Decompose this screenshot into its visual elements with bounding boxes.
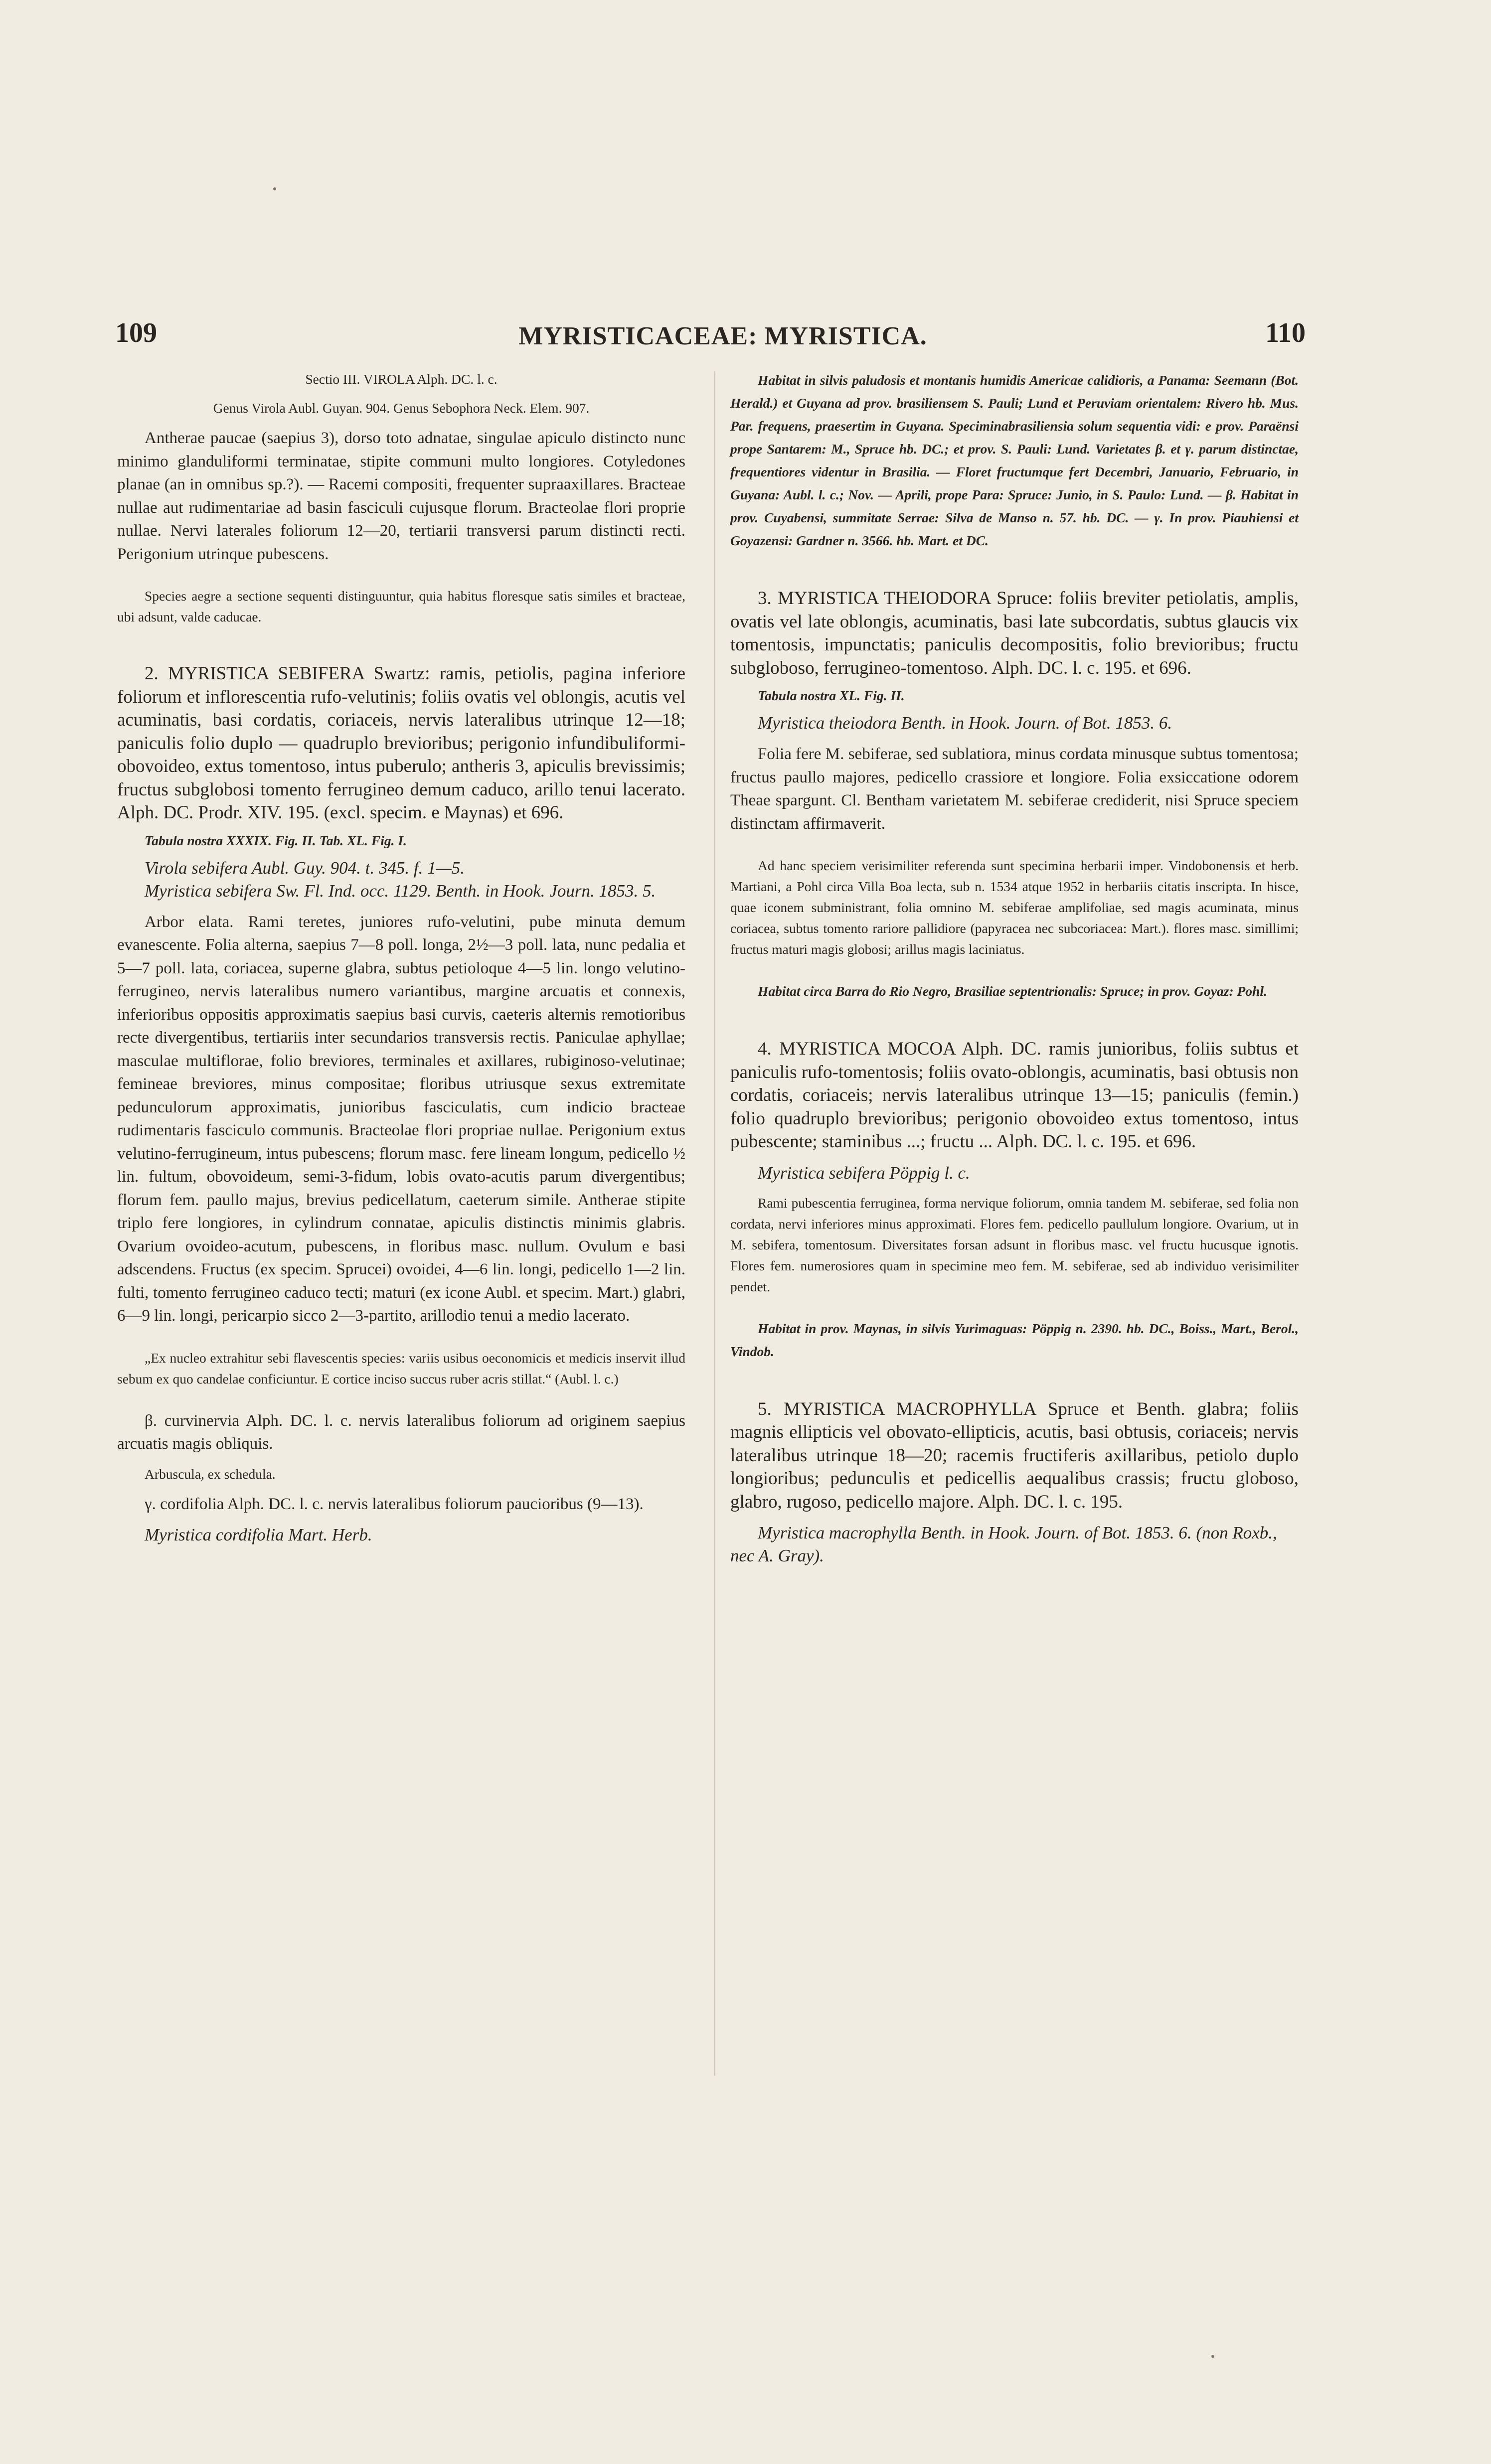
species-note: Species aegre a sectione sequenti distinguuntur, quia habitus floresque satis similes et bracteae, ubi adsunt, valde caducae. — [117, 588, 685, 624]
left-column — [117, 369, 685, 1546]
genus-line: Genus Virola Aubl. Guyan. 904. Genus Sebophora Neck. Elem. 907. — [213, 400, 590, 416]
species-5-heading: 5. MYRISTICA MACROPHYLLA Spruce et Benth. glabra; foliis magnis ellipticis vel obovato-ellipticis, acutis, basi obtusis, coriaceis; nervis lateralibus utrinque 18—20; racemis fructiferis axillaribus, petiolo duplo longioribus; pedunculis et pedicellis aequalibus crassis; fructu globoso, glabro, rugoso, pedicello majore. Alph. DC. l. c. 195. — [730, 1398, 1299, 1512]
species-3-note: Ad hanc speciem verisimiliter referenda sunt specimina herbarii imper. Vindobonensis et herb. Martiani, a Pohl circa Villa Boa lecta, sub n. 1534 atque 1952 in herbariis citatis inscripta. In hisce, quae iconem subministrant, folia omnino M. sebiferae amplifoliae, sed magis acuminata, minus coriacea, subtus tomento rariore pallidiore (papyracea nec subcoriacea: Mart.). flores masc. simillimi; fructus maturi magis globosi; arillus magis laciniatus. — [730, 858, 1299, 957]
species-4-note: Rami pubescentia ferruginea, forma nervique foliorum, omnia tandem M. sebiferae, sed folia non cordata, nervi inferiores minus approximati. Flores fem. pedicello paullulum longiore. Ovarium, ut in M. sebifera, tomentosum. Diversitates forsan adsunt in floribus masc. vel fructu hucusque ignotis. Flores fem. numerosiores quam in specimine meo fem. M. sebiferae, sed ab individuo verisimiliter pendet. — [730, 1195, 1299, 1294]
species-2-heading: 2. MYRISTICA SEBIFERA Swartz: ramis, petiolis, pagina inferiore foliorum et inflorescentia rufo-velutinis; foliis ovatis vel oblongis, acutis vel acuminatis, basi cordatis, coriaceis, nervis lateralibus utrinque 12—18; paniculis folio duplo — quadruplo brevioribus; perigonio infundibuliformi-obovoideo, extus tomentoso, intus puberulo; antheris 3, apiculis brevissimis; fructus subglobosi tomento ferrugineo demum caduco, arillo tenui lacerato. Alph. DC. Prodr. XIV. 195. (excl. specim. e Maynas) et 696. — [117, 663, 685, 823]
species-3-habitat: Habitat circa Barra do Rio Negro, Brasiliae septentrionalis: Spruce; in prov. Goyaz: Pohl. — [758, 983, 1267, 999]
species-2-synonym-myristica: Myristica sebifera Sw. Fl. Ind. occ. 1129. Benth. in Hook. Journ. 1853. 5. — [145, 881, 656, 901]
species-5-synonym: Myristica macrophylla Benth. in Hook. Journ. of Bot. 1853. 6. (non Roxb., nec A. Gray). — [730, 1523, 1277, 1565]
variety-beta-note: Arbuscula, ex schedula. — [145, 1466, 276, 1482]
species-2-tabula: Tabula nostra XXXIX. Fig. II. Tab. XL. Fig. I. — [145, 832, 407, 848]
speck-top — [273, 187, 276, 190]
right-column — [730, 369, 1299, 1567]
species-4-habitat: Habitat in prov. Maynas, in silvis Yurimaguas: Pöppig n. 2390. hb. DC., Boiss., Mart., Berol., Vindob. — [730, 1320, 1299, 1359]
speck-bottom — [1211, 2355, 1214, 2358]
variety-beta: β. curvinervia Alph. DC. l. c. nervis lateralibus foliorum ad originem saepius arcuatis magis obliquis. — [117, 1411, 685, 1453]
variety-gamma-synonym: Myristica cordifolia Mart. Herb. — [145, 1525, 372, 1544]
species-2-habitat: Habitat in silvis paludosis et montanis humidis Americae calidioris, a Panama: Seemann (Bot. Herald.) et Guyana ad prov. brasiliensem S. Pauli; Lund et Peruviam orientalem: Rivero hb. Mus. Par. frequens, praesertim in Guyana. Speciminabrasiliensia solum sequentia vidi: e prov. Paraënsi prope Santarem: M., Spruce hb. DC.; et prov. S. Pauli: Lund. Varietates β. et γ. parum distinctae, frequentiores videntur in Brasilia. — Floret fructumque fert Decembri, Januario, Februario, in Guyana: Aubl. l. c.; Nov. — Aprili, prope Para: Spruce: Junio, in S. Paulo: Lund. — β. Habitat in prov. Cuyabensi, summitate Serrae: Silva de Manso n. 57. hb. DC. — γ. In prov. Piauhiensi et Goyazensi: Gardner n. 3566. hb. Mart. et DC. — [730, 372, 1299, 548]
species-4-heading: 4. MYRISTICA MOCOA Alph. DC. ramis junioribus, foliis subtus et paniculis rufo-tomentosis; foliis ovato-oblongis, acuminatis, basi obtusis non cordatis, coriaceis; nervis lateralibus utrinque 13—15; paniculis (femin.) folio quadruplo brevioribus; perigonio obovoideo extus tomentoso, intus pubescente; staminibus ...; fructu ... Alph. DC. l. c. 195. et 696. — [730, 1039, 1299, 1152]
species-3-description: Folia fere M. sebiferae, sed sublatiora, minus cordata minusque subtus tomentosa; fructus paullo majores, pedicello crassiore et longiore. Folia exsiccatione odorem Theae spargunt. Cl. Bentham varietatem M. sebiferae crediderit, nisi Spruce speciem distinctam affirmaverit. — [730, 745, 1299, 833]
species-3-tabula: Tabula nostra XL. Fig. II. — [758, 688, 905, 703]
running-title: MYRISTICACEAE: MYRISTICA. — [518, 322, 927, 350]
page-number-right: 110 — [1265, 317, 1306, 348]
species-3-heading: 3. MYRISTICA THEIODORA Spruce: foliis breviter petiolatis, amplis, ovatis vel late oblongis, acuminatis, basi late subcordatis, subtus glaucis vix tomentosis, impunctatis; paniculis decompositis, folio brevioribus; fructu subgloboso, ferrugineo-tomentoso. Alph. DC. l. c. 195. et 696. — [730, 588, 1299, 678]
variety-gamma: γ. cordifolia Alph. DC. l. c. nervis lateralibus foliorum paucioribus (9—13). — [145, 1495, 644, 1513]
species-2-synonym-virola: Virola sebifera Aubl. Guy. 904. t. 345. f. 1—5. — [145, 858, 465, 878]
species-4-synonym: Myristica sebifera Pöppig l. c. — [758, 1163, 970, 1183]
column-divider — [714, 371, 715, 2076]
species-2-quote: „Ex nucleo extrahitur sebi flavescentis species: variis usibus oeconomicis et medicis inservit illud sebum ex quo candelae conficiuntur. E cortice inciso succus ruber acris stillat.“ (Aubl. l. c.) — [117, 1350, 685, 1386]
page-number-left: 109 — [115, 317, 157, 348]
sectio-heading: Sectio III. VIROLA Alph. DC. l. c. — [305, 371, 497, 387]
species-3-synonym: Myristica theiodora Benth. in Hook. Journ. of Bot. 1853. 6. — [758, 713, 1172, 733]
section-diagnosis: Antherae paucae (saepius 3), dorso toto adnatae, singulae apiculo distincto nunc minimo glanduliformi terminatae, stipite communi multo longiores. Cotyledones planae (an in omnibus sp.?). — Racemi compositi, frequenter supraaxillares. Bracteae nullae aut rudimentariae ad basin fasciculi cujusque florum. Bracteolae flori proprie nullae. Nervi laterales foliorum 12—20, tertiarii transversi parum distincti recti. Perigonium utrinque pubescens. — [117, 429, 685, 563]
species-2-description: Arbor elata. Rami teretes, juniores rufo-velutini, pube minuta demum evanescente. Folia alterna, saepius 7—8 poll. longa, 2½—3 poll. lata, nunc pedalia et 5—7 poll. lata, coriacea, superne glabra, subtus petioloque 4—5 lin. longo velutino-ferrugineo, nervis lateralibus numero variantibus, margine arcuatis et connexis, inferioribus oppositis approximatis saepius basi curvis, caeteris alternis remotioribus recte divergentibus, tertiariis inter secundarios transversis rectis. Paniculae aphyllae; masculae multiflorae, folio breviores, terminales et axillares, rubiginoso-velutinae; femineae breviores, minus compositae; floribus utriusque sexus extremitate pedunculorum approximatis, junioribus fasciculatis, cum indicio bracteae rudimentaris fasciculo communis. Bracteolae flori propriae nullae. Perigonium extus velutino-ferrugineum, intus pubescens; florum masc. fere lineam longum, pedicello ½ lin. fultum, obovoideum, semi-3-fidum, lobis ovato-acutis parum divergentibus; florum fem. paullo majus, brevius pedicellatum, caeterum simile. Antherae stipite triplo fere longiores, in cylindrum connatae, apiculis distinctis minimis glabris. Ovarium ovoideo-acutum, pubescens, in floribus masc. nullum. Ovulum e basi adscendens. Fructus (ex specim. Sprucei) ovoidei, 4—6 lin. longi, pedicello 1—2 lin. fulti, tomento ferrugineo caduco tecti; maturi (ex icone Aubl. et specim. Mart.) glabri, 6—9 lin. longi, pericarpio sicco 2—3-partito, arillodio tenui a medio lacerato. — [117, 913, 685, 1325]
